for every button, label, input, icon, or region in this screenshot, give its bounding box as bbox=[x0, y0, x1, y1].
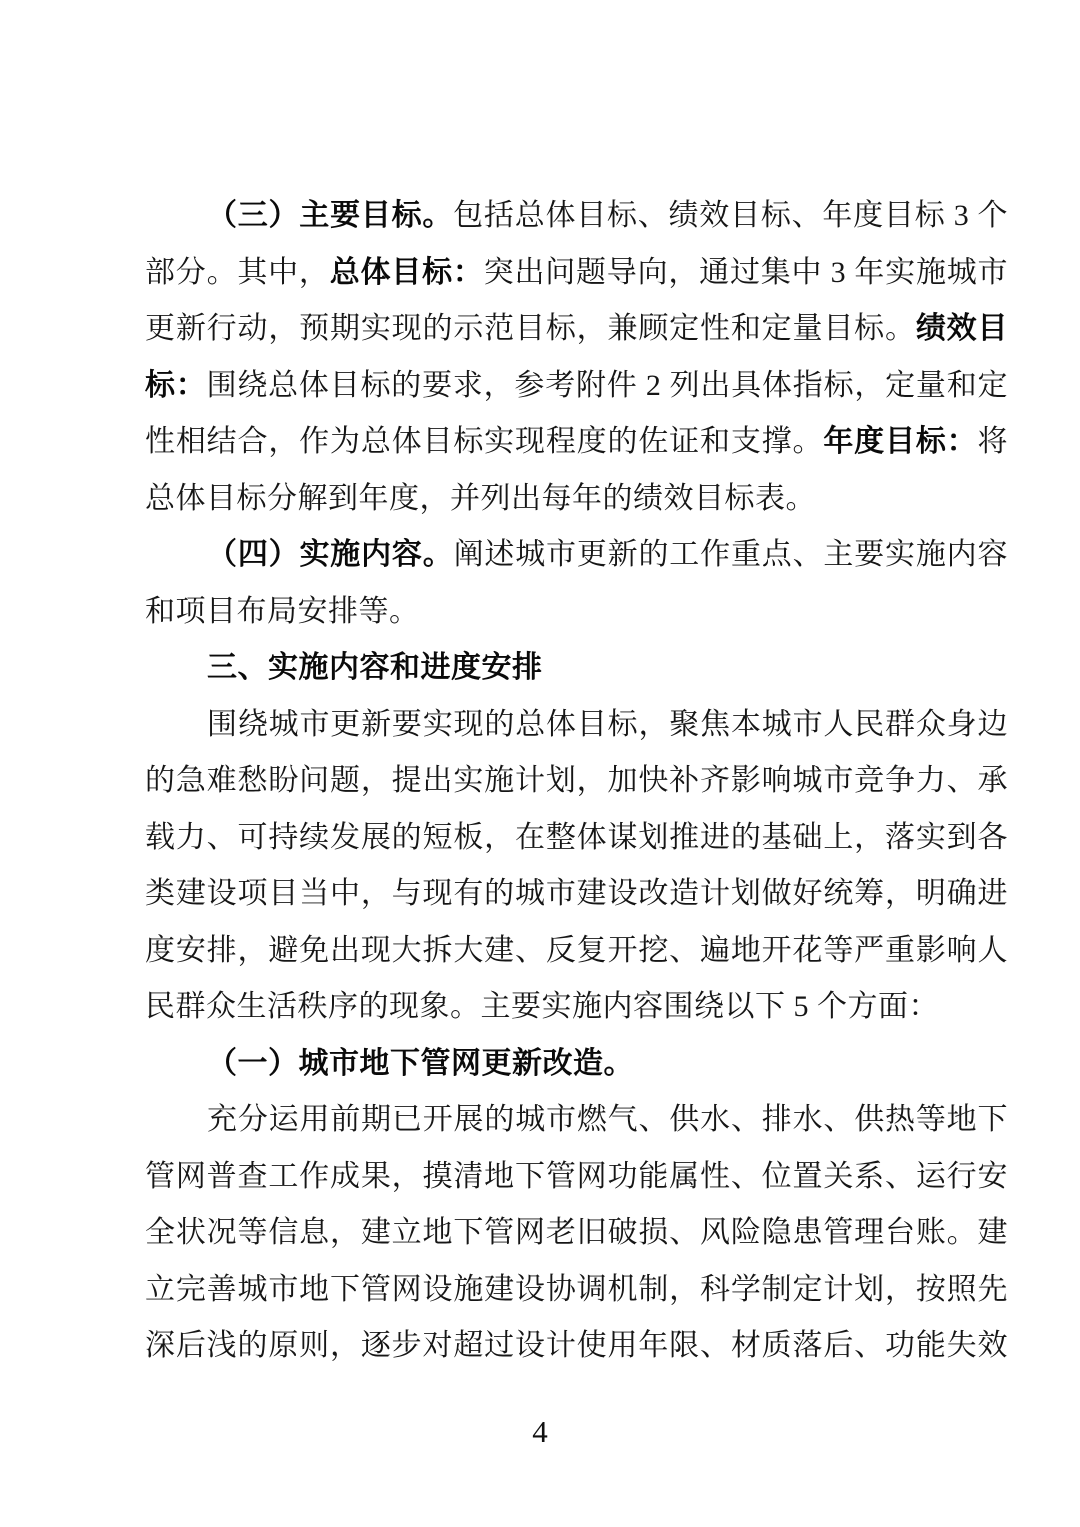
text-run: 立完善城市地下管网设施建设协调机制，科学制定计划，按照先 bbox=[145, 1272, 1008, 1306]
text-line bbox=[145, 188, 1008, 245]
text-line bbox=[145, 640, 1008, 697]
text-run: 管网普查工作成果，摸清地下管网功能属性、位置关系、运行安 bbox=[145, 1159, 1008, 1193]
text-run: 总体目标分解到年度，并列出每年的绩效目标表。 bbox=[145, 481, 816, 515]
text-line bbox=[145, 1092, 1008, 1149]
text-line bbox=[145, 1036, 1008, 1093]
text-run: 总体目标： bbox=[329, 255, 484, 289]
text-run: 深后浅的原则，逐步对超过设计使用年限、材质落后、功能失效 bbox=[145, 1329, 1008, 1362]
text-run: （三）主要目标。 bbox=[207, 199, 454, 232]
text-run: （四）实施内容。 bbox=[207, 538, 454, 571]
text-run: 围绕总体目标的要求，参考附件 2 列出具体指标，定量和定 bbox=[206, 368, 1009, 402]
text-run: （一）城市地下管网更新改造。 bbox=[207, 1046, 634, 1080]
text-run: 类建设项目当中，与现有的城市建设改造计划做好统筹，明确进 bbox=[145, 877, 1008, 910]
text-run: 性相结合，作为总体目标实现程度的佐证和支撑。 bbox=[145, 425, 824, 458]
text-run: 标： bbox=[145, 368, 207, 402]
text-run: 部分。其中， bbox=[145, 255, 330, 289]
text-line bbox=[145, 810, 1008, 867]
text-line bbox=[145, 471, 1008, 528]
text-run: 围绕城市更新要实现的总体目标，聚焦本城市人民群众身边 bbox=[207, 707, 1008, 741]
text-line bbox=[145, 923, 1008, 980]
text-line bbox=[145, 245, 1008, 302]
text-line bbox=[145, 301, 1008, 358]
text-line bbox=[145, 584, 1008, 641]
text-line bbox=[145, 414, 1008, 471]
text-run: 和项目布局安排等。 bbox=[145, 594, 420, 628]
page-number: 4 bbox=[532, 1414, 548, 1449]
text-line bbox=[145, 866, 1008, 923]
text-line bbox=[145, 358, 1008, 415]
text-run: 三、实施内容和进度安排 bbox=[207, 651, 543, 684]
text-run: 民群众生活秩序的现象。主要实施内容围绕以下 5 个方面： bbox=[145, 990, 939, 1023]
text-line bbox=[145, 753, 1008, 810]
text-run: 度安排，避免出现大拆大建、反复开挖、遍地开花等严重影响人 bbox=[145, 933, 1008, 967]
text-line bbox=[145, 1205, 1008, 1262]
text-line bbox=[145, 527, 1008, 584]
document-body bbox=[145, 188, 1008, 1375]
text-run: 年度目标： bbox=[823, 425, 978, 458]
text-line bbox=[145, 979, 1008, 1036]
text-run: 阐述城市更新的工作重点、主要实施内容 bbox=[453, 538, 1009, 571]
text-run: 将 bbox=[977, 425, 1009, 458]
text-line bbox=[145, 1149, 1008, 1206]
text-run: 包括总体目标、绩效目标、年度目标 3 个 bbox=[453, 199, 1009, 232]
text-run: 绩效目 bbox=[915, 312, 1009, 345]
text-line bbox=[145, 697, 1008, 754]
text-run: 充分运用前期已开展的城市燃气、供水、排水、供热等地下 bbox=[207, 1103, 1008, 1136]
text-run: 更新行动，预期实现的示范目标，兼顾定性和定量目标。 bbox=[145, 312, 916, 345]
text-run: 的急难愁盼问题，提出实施计划，加快补齐影响城市竞争力、承 bbox=[145, 764, 1008, 797]
text-run: 全状况等信息，建立地下管网老旧破损、风险隐患管理台账。建 bbox=[145, 1216, 1008, 1249]
text-run: 载力、可持续发展的短板，在整体谋划推进的基础上，落实到各 bbox=[145, 820, 1008, 854]
text-line bbox=[145, 1262, 1008, 1319]
text-line bbox=[145, 1318, 1008, 1375]
text-run: 突出问题导向，通过集中 3 年实施城市 bbox=[483, 255, 1009, 289]
